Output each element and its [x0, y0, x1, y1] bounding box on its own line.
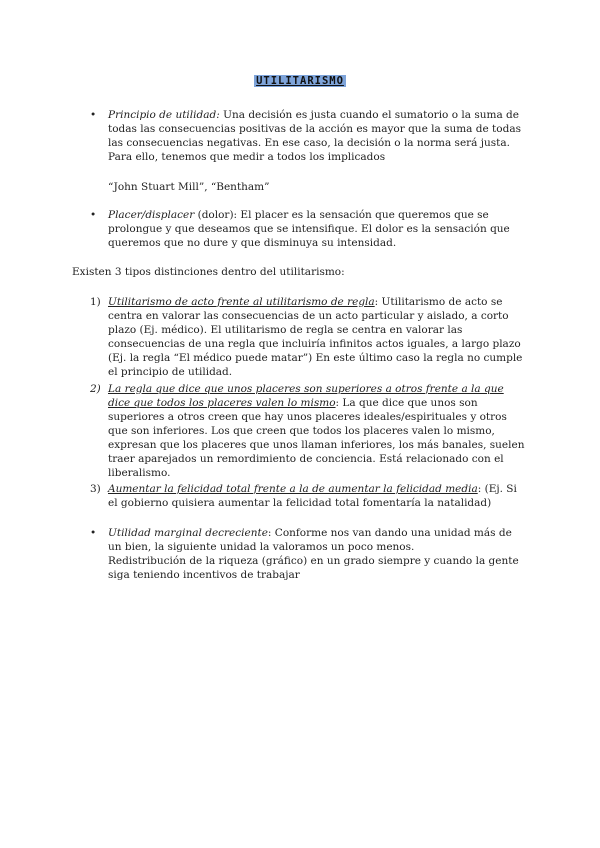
- list-number: 3): [90, 483, 101, 495]
- intro-text: Existen 3 tipos distinciones dentro del utilitarismo:: [72, 266, 345, 278]
- pleasure-displeasure-paragraph: [108, 208, 528, 250]
- principle-text: Una decisión es justa cuando el sumatorio o la suma de todas las consecuencias positivas de la acción es mayor que la suma de todas las consecuencias negativas. En ese caso, la decisión o la norma será justa.: [108, 109, 521, 149]
- document-title: [0, 74, 600, 88]
- authors-line: [108, 180, 528, 194]
- pleasure-text: (dolor): El placer es la sensación que queremos que se prolongue y que deseamos que se intensifique. El dolor es la sensación que queremos que no dure y que disminuya su intensidad.: [108, 209, 510, 249]
- list-number: 1): [90, 296, 101, 308]
- pleasure-term: Placer/displacer: [108, 209, 195, 221]
- bullet-marker: •: [90, 527, 97, 539]
- principle-of-utility-paragraph: [108, 108, 528, 164]
- happiness-text: : (Ej. Si el gobierno quisiera aumentar la felicidad total fomentaría la natalidad): [108, 483, 517, 509]
- bullet-marker: •: [90, 109, 97, 121]
- total-vs-mean-happiness-paragraph: [108, 482, 528, 510]
- pleasures-text: : La que dice que unos son superiores a otros creen que hay unos placeres ideales/espirituales y otros que son inferiores. Los que creen que todos los placeres valen lo mismo, expresan que los placeres que unos llaman inferiores, los más banales, suelen traer aparejados un remordimiento de conciencia. Está relacionado con el liberalismo.: [108, 397, 525, 479]
- pleasures-hierarchy-paragraph: [108, 382, 528, 480]
- marginal-utility-paragraph: [108, 526, 528, 582]
- happiness-term: Aumentar la felicidad total frente a la de aumentar la felicidad media: [108, 483, 478, 495]
- marginal-line2: Redistribución de la riqueza (gráfico) en un grado siempre y cuando la gente siga teniendo incentivos de trabajar: [108, 555, 519, 581]
- list-number: 2): [90, 383, 101, 395]
- bullet-marker: •: [90, 209, 97, 221]
- principle-line2: Para ello, tenemos que medir a todos los implicados: [108, 151, 386, 163]
- act-vs-rule-paragraph: [108, 295, 528, 379]
- principle-term: Principio de utilidad:: [108, 109, 220, 121]
- marginal-term: Utilidad marginal decreciente: [108, 527, 268, 539]
- authors-text: “John Stuart Mill”, “Bentham”: [108, 181, 270, 193]
- pleasures-term: La regla que dice que unos placeres son superiores a otros frente a la que dice que todos los placeres valen lo mismo: [108, 383, 504, 409]
- title-text: UTILITARISMO: [256, 75, 344, 87]
- act-rule-term: Utilitarismo de acto frente al utilitarismo de regla: [108, 296, 375, 308]
- marginal-text: : Conforme nos van dando una unidad más de un bien, la siguiente unidad la valoramos un poco menos.: [108, 527, 512, 553]
- intro-line: [72, 265, 532, 279]
- act-rule-text: : Utilitarismo de acto se centra en valorar las consecuencias de un acto particular y aislado, a corto plazo (Ej. médico). El utilitarismo de regla se centra en valorar las consecuencias de una regla que incluiría infinitos actos iguales, a largo plazo (Ej. la regla “El médico puede matar”) En este último caso la regla no cumple el principio de utilidad.: [108, 296, 523, 378]
